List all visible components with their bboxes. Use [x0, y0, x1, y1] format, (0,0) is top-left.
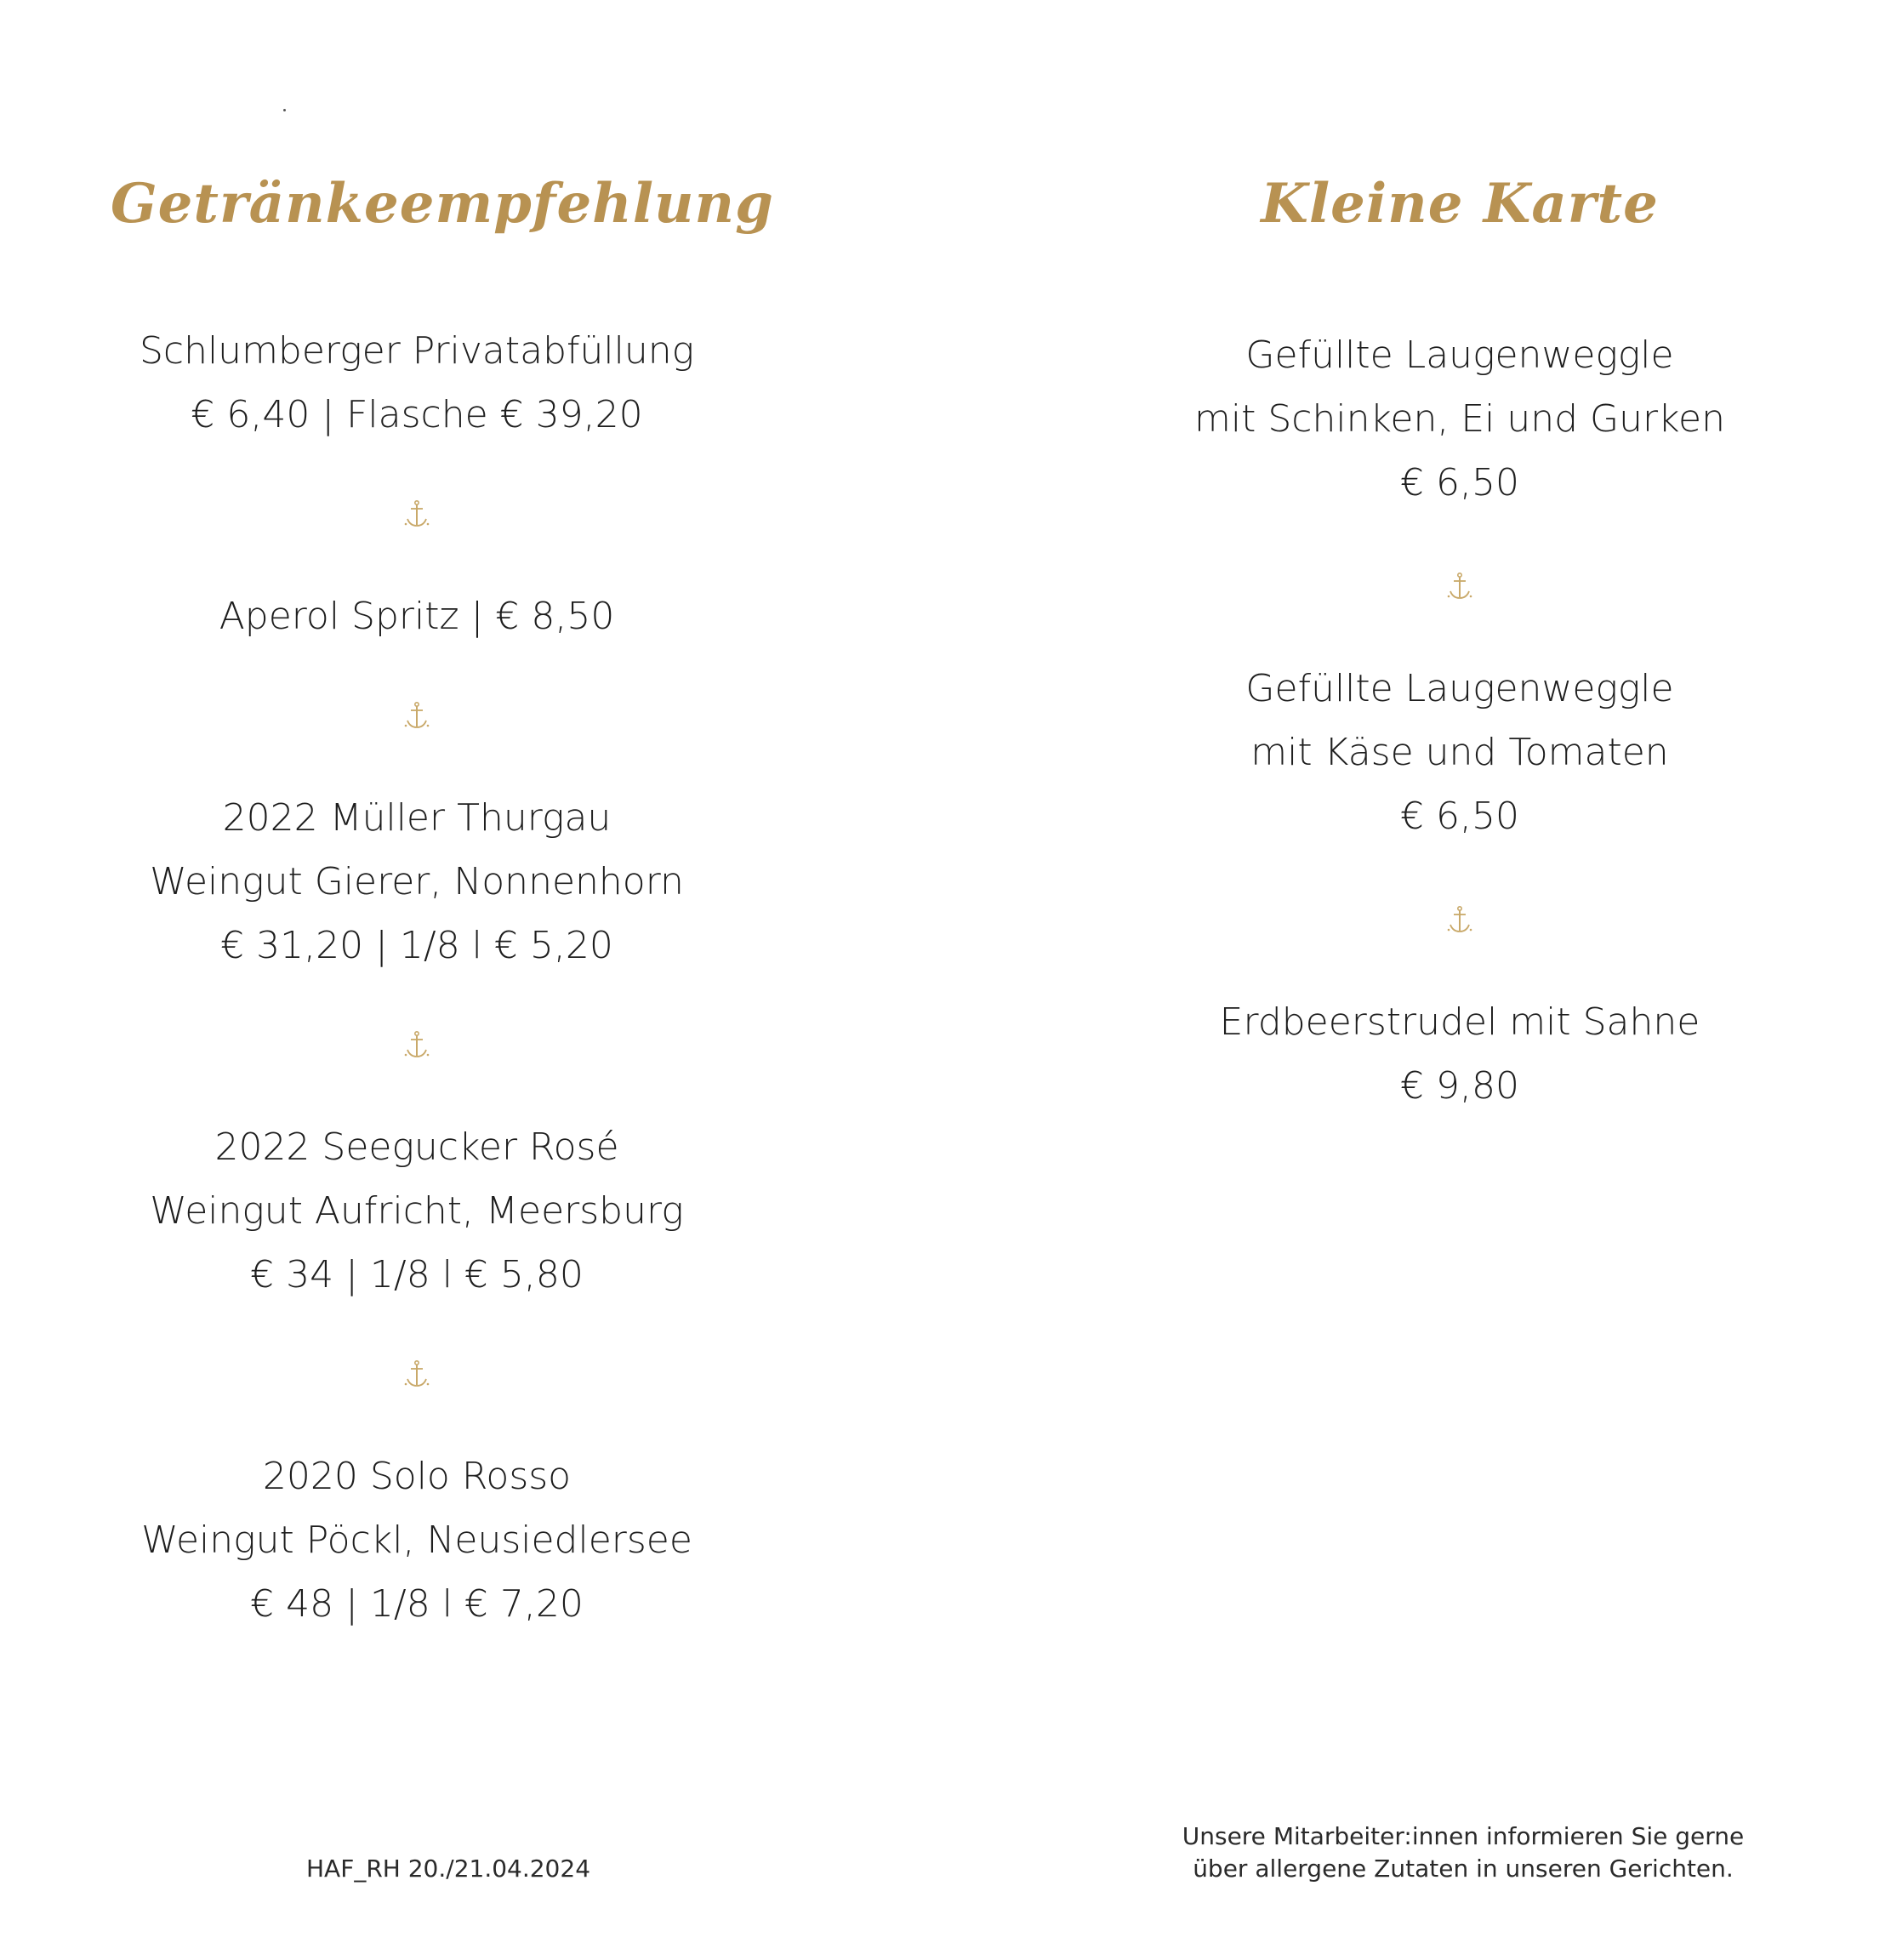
item-price: € 48 | 1/8 l € 7,20	[250, 1582, 584, 1626]
item-price: € 34 | 1/8 l € 5,80	[250, 1253, 584, 1296]
menu-item-erdbeerstrudel	[1153, 990, 1766, 1118]
menu-item-seegucker-rose	[111, 1115, 723, 1307]
menu-item-solo-rosso	[111, 1444, 723, 1636]
anchor-icon	[400, 1028, 434, 1063]
item-winery: Weingut Pöckl, Neusiedlersee	[141, 1518, 692, 1562]
item-price: € 6,50	[1400, 795, 1519, 838]
item-price: € 31,20 | 1/8 l € 5,20	[220, 924, 613, 967]
scan-speck	[283, 109, 286, 111]
item-line: 2022 Seegucker Rosé	[214, 1125, 619, 1169]
anchor-icon	[400, 699, 434, 733]
item-description: mit Schinken, Ei und Gurken	[1194, 397, 1725, 441]
menu-code: HAF_RH 20./21.04.2024	[306, 1855, 591, 1883]
anchor-icon	[1443, 903, 1477, 937]
item-line: Erdbeerstrudel mit Sahne	[1219, 1000, 1700, 1044]
menu-item-schlumberger	[111, 319, 723, 447]
drinks-column	[111, 170, 774, 1636]
item-winery: Weingut Aufricht, Meersburg	[150, 1189, 684, 1233]
anchor-icon	[400, 1358, 434, 1392]
item-line: Aperol Spritz | € 8,50	[219, 595, 615, 638]
item-line: 2020 Solo Rosso	[262, 1455, 572, 1498]
anchor-icon	[400, 498, 434, 532]
item-winery: Weingut Gierer, Nonnenhorn	[150, 860, 684, 903]
anchor-icon	[1443, 570, 1477, 604]
item-price: € 6,50	[1400, 461, 1519, 504]
menu-item-mueller-thurgau	[111, 786, 723, 977]
item-price: € 9,80	[1400, 1064, 1519, 1108]
food-heading: Kleine Karte	[1261, 172, 1659, 236]
menu-item-laugenweggle-schinken	[1153, 323, 1766, 515]
menu-item-laugenweggle-kaese	[1153, 657, 1766, 848]
item-line: Gefüllte Laugenweggle	[1245, 333, 1674, 377]
food-column	[1153, 170, 1766, 1118]
item-line: 2022 Müller Thurgau	[222, 796, 612, 840]
menu-item-aperol	[111, 584, 723, 648]
item-price: € 6,40 | Flasche € 39,20	[191, 393, 643, 436]
item-line: Gefüllte Laugenweggle	[1245, 667, 1674, 710]
item-line: Schlumberger Privatabfüllung	[139, 329, 695, 373]
allergen-note-line: Unsere Mitarbeiter:innen informieren Sie gerne	[1182, 1822, 1745, 1850]
drinks-heading: Getränkeempfehlung	[111, 172, 774, 236]
allergen-note-line: über allergene Zutaten in unseren Gerichten.	[1193, 1855, 1734, 1883]
item-description: mit Käse und Tomaten	[1250, 731, 1669, 774]
allergen-note	[1157, 1820, 1769, 1885]
